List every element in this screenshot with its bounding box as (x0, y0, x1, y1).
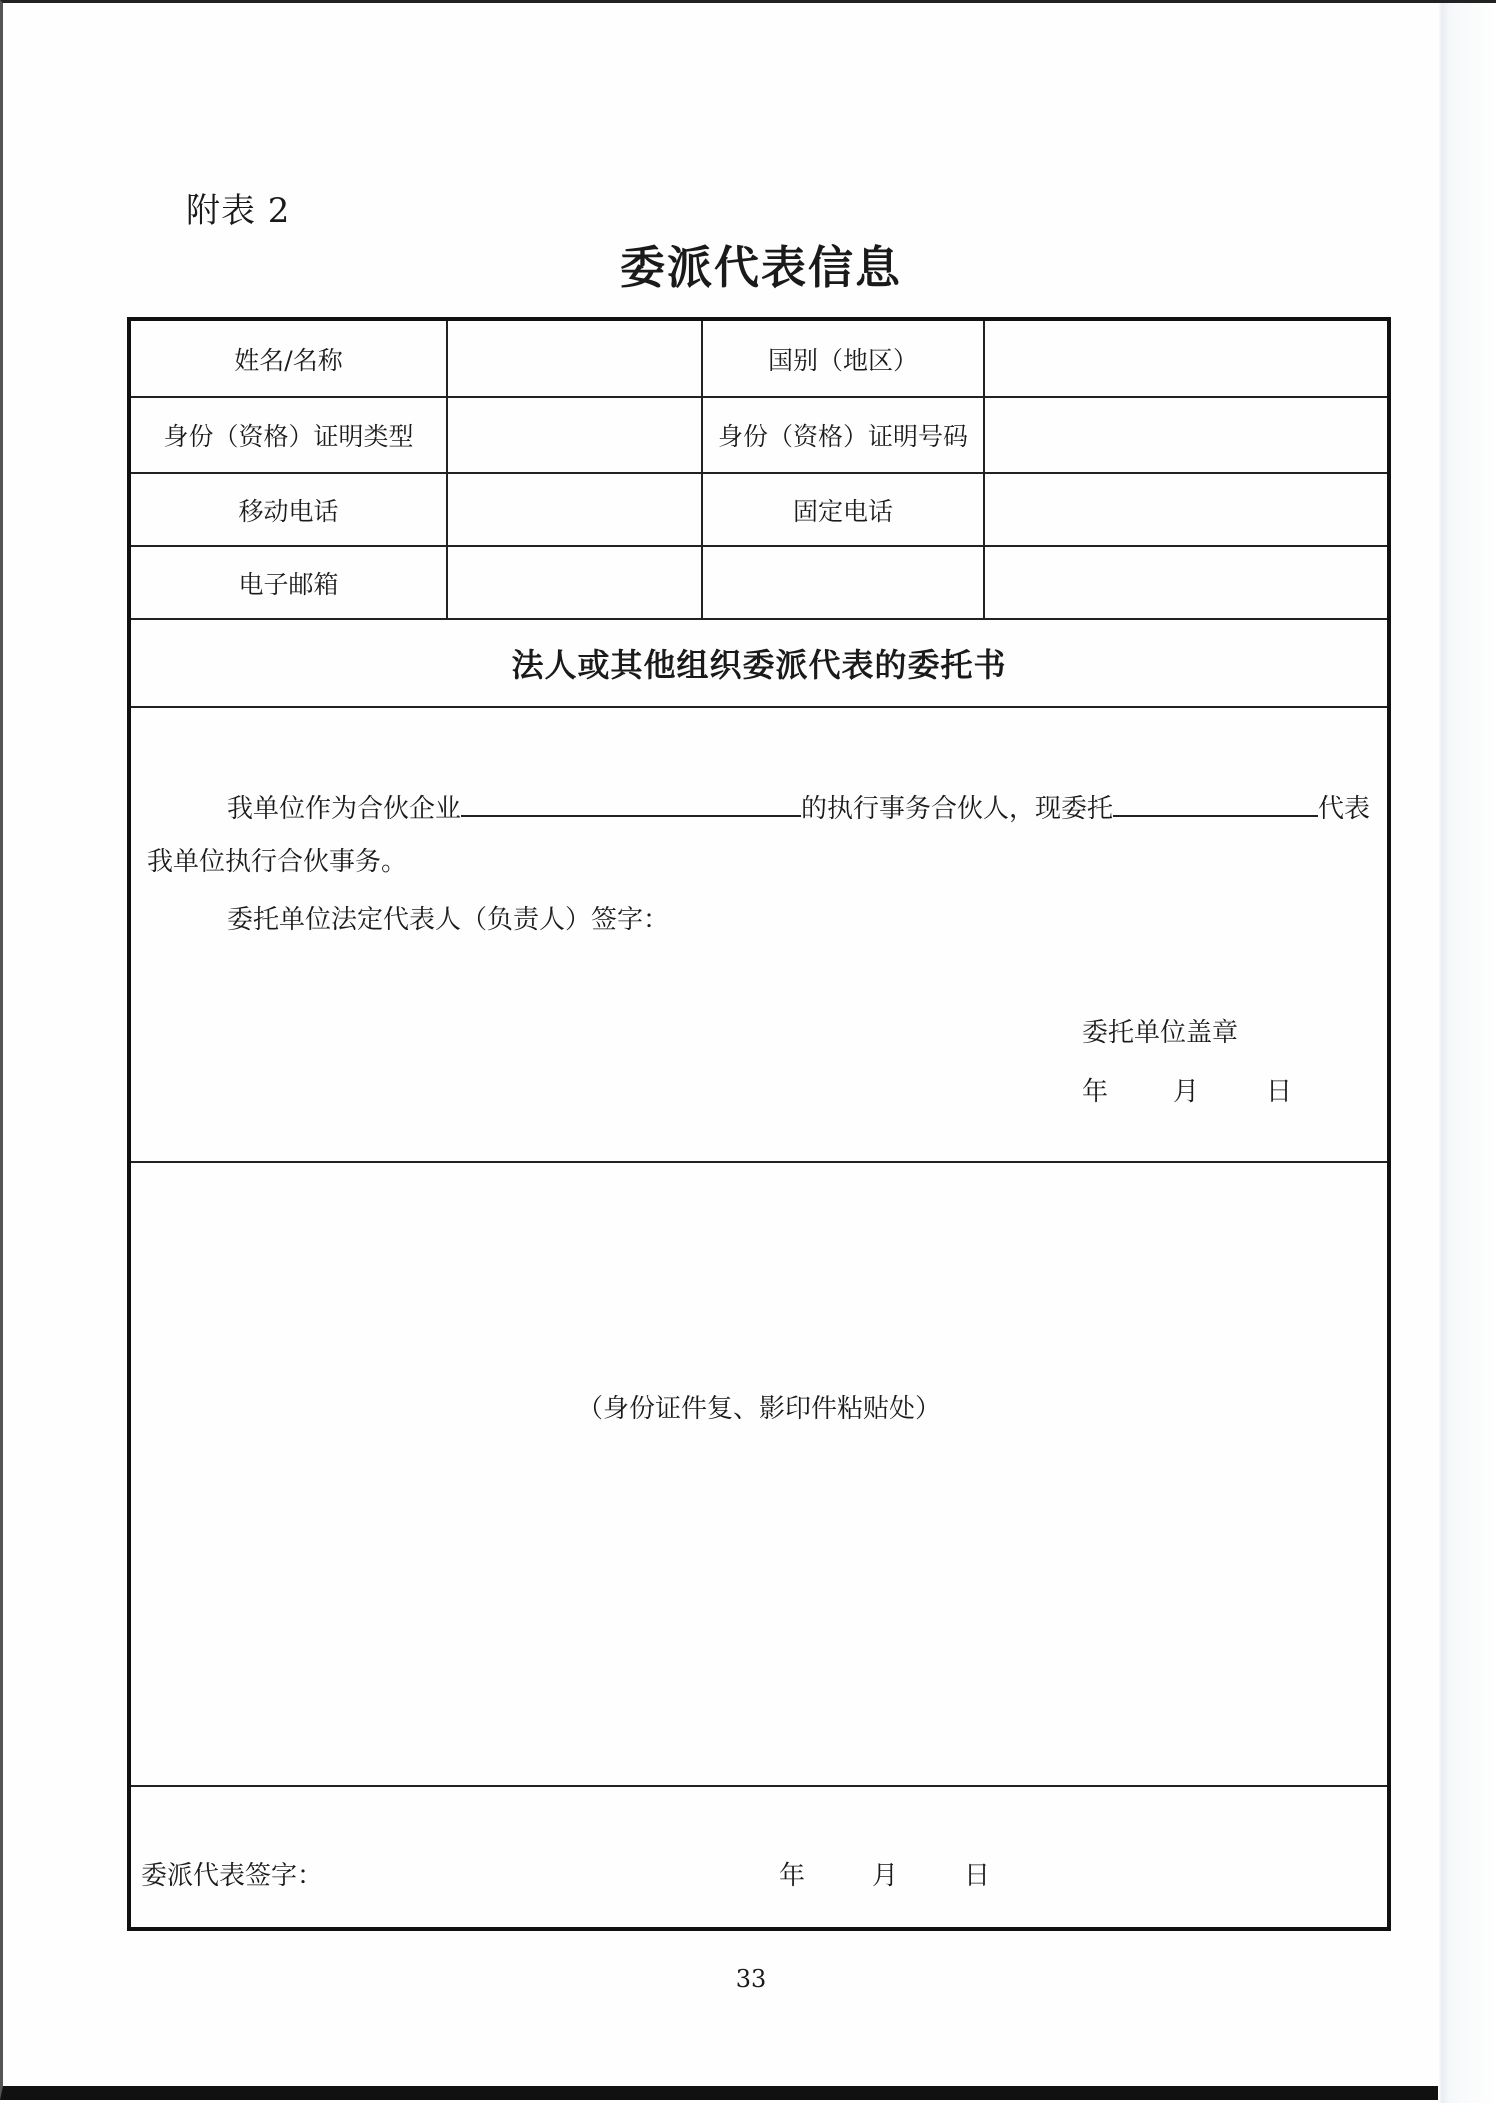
country-field[interactable] (985, 321, 1387, 396)
empty-value-cell (985, 547, 1387, 618)
representative-form (127, 317, 1391, 1931)
seal-date-day: 日 (1266, 1077, 1293, 1107)
name-label: 姓名/名称 (131, 321, 448, 396)
name-field[interactable] (448, 321, 703, 396)
partnership-name-blank[interactable] (461, 791, 801, 817)
seal-label: 委托单位盖章 (1082, 1018, 1239, 1048)
empty-label-cell (703, 547, 985, 618)
representative-name-blank[interactable] (1113, 791, 1318, 817)
id-copy-hint: （身份证件复、影印件粘贴处） (576, 1394, 941, 1424)
appendix-label: 附表 2 (186, 191, 291, 231)
table-row (131, 474, 1387, 547)
country-label: 国别（地区） (703, 321, 985, 396)
letter-text-entrust: 的执行事务合伙人，现委托 (801, 794, 1114, 824)
table-row (131, 547, 1387, 620)
mobile-label: 移动电话 (131, 474, 448, 545)
seal-date-year: 年 (1082, 1077, 1109, 1107)
scan-edge (1438, 3, 1496, 2103)
section-header-row (131, 620, 1387, 708)
landline-label: 固定电话 (703, 474, 985, 545)
legal-rep-signature-label: 委托单位法定代表人（负责人）签字： (227, 905, 670, 935)
letter-text-represent: 代表 (1318, 794, 1371, 824)
id-type-label: 身份（资格）证明类型 (131, 398, 448, 472)
id-number-field[interactable] (985, 398, 1387, 472)
email-field[interactable] (448, 547, 703, 618)
table-row (131, 321, 1387, 398)
page-number: 33 (735, 1965, 767, 1993)
letter-text-partnership: 我单位作为合伙企业 (227, 794, 462, 824)
letter-line-2: 我单位执行合伙事务。 (147, 847, 408, 877)
letter-line-1 (227, 791, 1370, 822)
id-type-field[interactable] (448, 398, 703, 472)
authorization-title: 法人或其他组织委派代表的委托书 (511, 646, 1007, 684)
representative-signature-row (131, 1787, 1387, 1927)
footer-date-month: 月 (872, 1861, 899, 1891)
id-copy-area[interactable] (131, 1163, 1387, 1787)
table-row (131, 398, 1387, 474)
id-number-label: 身份（资格）证明号码 (703, 398, 985, 472)
authorization-letter (131, 708, 1387, 1163)
page-title: 委派代表信息 (619, 241, 902, 294)
representative-signature-label: 委派代表签字： (141, 1861, 324, 1891)
email-label: 电子邮箱 (131, 547, 448, 618)
landline-field[interactable] (985, 474, 1387, 545)
seal-date-month: 月 (1173, 1077, 1200, 1107)
footer-date-year: 年 (779, 1861, 806, 1891)
mobile-field[interactable] (448, 474, 703, 545)
footer-date-day: 日 (964, 1861, 991, 1891)
